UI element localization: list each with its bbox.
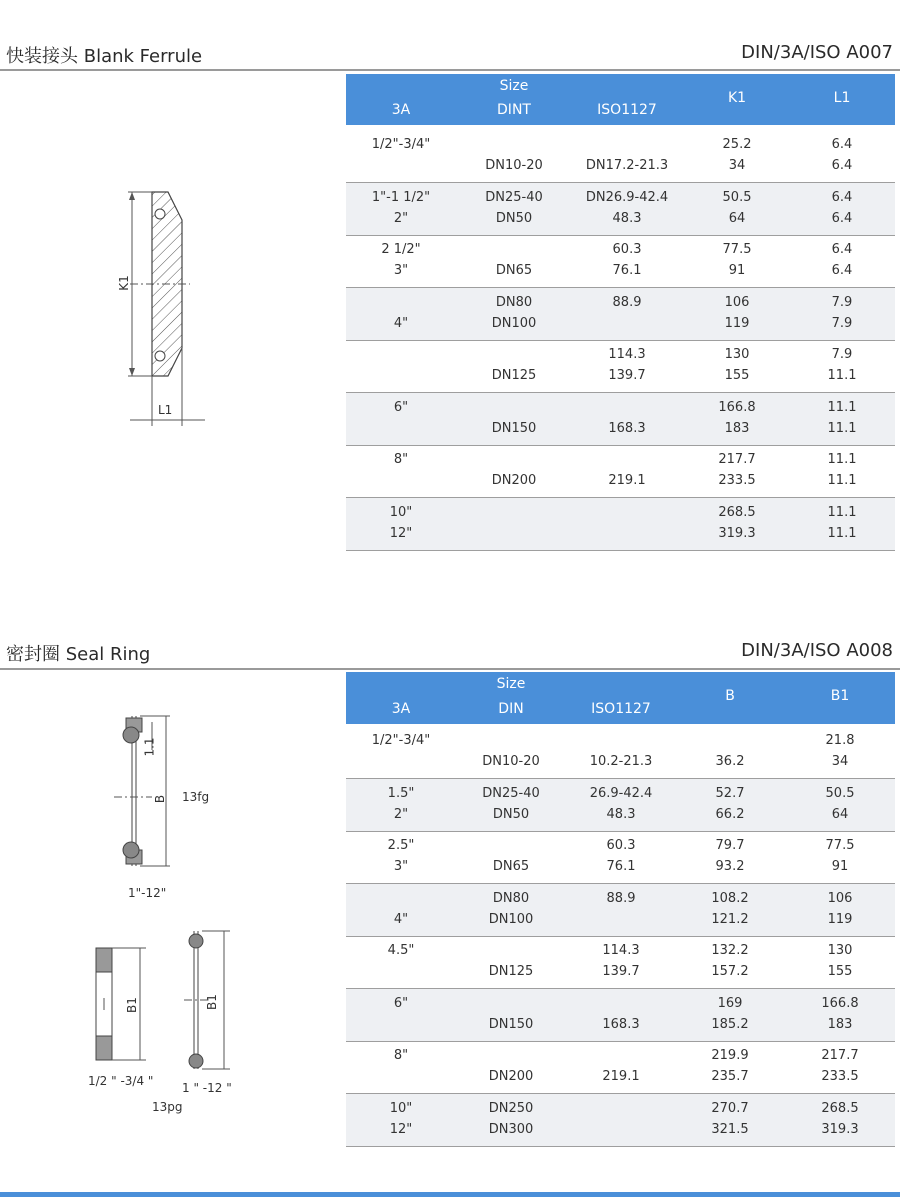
table-cell: 114.3	[608, 347, 646, 362]
table-cell: 157.2	[711, 964, 749, 979]
section-seal-ring	[0, 600, 900, 1197]
table-cell: 64	[831, 806, 849, 822]
seal-ring-13fg-drawing	[100, 710, 210, 900]
table-cell: DN125	[488, 964, 534, 979]
table-cell: DN200	[491, 473, 537, 488]
table-row	[346, 183, 895, 236]
table-cell: 11.1	[827, 525, 857, 541]
table-cell: 76.1	[612, 263, 642, 278]
table-cell: DN25-40	[485, 189, 543, 205]
table-cell: DN300	[488, 1121, 534, 1137]
table-cell: 121.2	[711, 911, 749, 927]
table-cell: 268.5	[718, 504, 756, 520]
dim-13fg-label: 13fg	[182, 790, 210, 804]
table-cell: 217.7	[718, 452, 756, 467]
table-cell: 11.1	[827, 504, 857, 520]
dim-k1-label: K1	[116, 275, 131, 291]
table-cell: 166.8	[821, 995, 859, 1011]
table-row	[346, 445, 895, 498]
table-cell: 10"	[389, 504, 413, 520]
table-cell: 12"	[389, 525, 413, 541]
table-cell: 93.2	[715, 859, 745, 874]
table-cell: 6.4	[831, 263, 853, 278]
table-cell: 219.9	[711, 1048, 749, 1063]
table-cell: 10"	[389, 1100, 413, 1116]
table-cell: DN50	[492, 806, 530, 822]
table-cell: 50.5	[722, 189, 752, 205]
table-cell: 48.3	[612, 210, 642, 226]
dim-b-label: B	[153, 794, 168, 804]
table-cell: 106	[827, 890, 853, 906]
table-cell: DN150	[488, 1016, 534, 1032]
table-cell: 77.5	[825, 838, 855, 853]
table-row	[346, 130, 895, 183]
table-cell: 4"	[393, 315, 409, 331]
table-cell: 2"	[393, 210, 409, 226]
blank-ferrule-drawing	[110, 180, 220, 430]
table-cell: 319.3	[718, 525, 756, 541]
table-cell: 130	[827, 943, 853, 958]
table-cell: 108.2	[711, 890, 749, 906]
table-cell: 1"-1 1/2"	[371, 189, 431, 205]
table-cell: 119	[724, 315, 750, 331]
table-cell: 217.7	[821, 1048, 859, 1063]
table-cell: DN80	[495, 294, 533, 310]
table-cell: 139.7	[602, 964, 640, 979]
table-cell: 6.4	[831, 242, 853, 257]
table-row	[346, 779, 895, 832]
table-header	[346, 74, 895, 125]
header-3a: 3A	[391, 102, 411, 118]
table-cell: 4.5"	[387, 943, 415, 958]
table-cell: 7.9	[831, 294, 853, 310]
header-size: Size	[496, 676, 526, 692]
table-cell: DN250	[488, 1100, 534, 1116]
header-b: B	[725, 688, 735, 704]
table-cell: 114.3	[602, 943, 640, 958]
table-cell: 3"	[393, 263, 409, 278]
table-row	[346, 831, 895, 884]
table-cell: 319.3	[821, 1121, 859, 1137]
table-cell: 11.1	[827, 452, 857, 467]
table-cell: 4"	[393, 911, 409, 927]
section-divider	[0, 668, 900, 670]
table-cell: DN125	[491, 368, 537, 383]
table-cell: DN100	[491, 315, 537, 331]
table-cell: DN150	[491, 420, 537, 436]
dim-1-1-label: 1.1	[142, 737, 157, 757]
range-label: 1"-12"	[128, 886, 167, 900]
section-code: DIN/3A/ISO A007	[741, 42, 893, 63]
table-cell: 48.3	[606, 806, 636, 822]
table-row	[346, 884, 895, 937]
seal-ring-tall-drawing	[180, 925, 240, 1095]
table-cell: 233.5	[821, 1069, 859, 1084]
table-cell: 1/2"-3/4"	[371, 733, 431, 748]
table-cell: 219.1	[608, 473, 646, 488]
table-cell: 3"	[393, 859, 409, 874]
table-row	[346, 340, 895, 393]
table-cell: DN17.2-21.3	[585, 158, 669, 173]
table-cell: 91	[831, 859, 849, 874]
section-title: 密封圈 Seal Ring	[6, 644, 151, 665]
table-cell: 168.3	[602, 1016, 640, 1032]
table-cell: 130	[724, 347, 750, 362]
header-b1: B1	[830, 688, 850, 704]
table-row	[346, 393, 895, 446]
table-cell: 66.2	[715, 806, 745, 822]
dim-b1-label: B1	[124, 997, 139, 1013]
dim-13pg-label: 13pg	[152, 1100, 183, 1114]
table-cell: DN200	[488, 1069, 534, 1084]
table-cell: 91	[728, 263, 746, 278]
table-cell: 139.7	[608, 368, 646, 383]
table-row	[346, 235, 895, 288]
table-cell: 235.7	[711, 1069, 749, 1084]
table-cell: 183	[827, 1016, 853, 1032]
table-cell: 106	[724, 294, 750, 310]
table-cell: 11.1	[827, 368, 857, 383]
table-cell: 132.2	[711, 943, 749, 958]
range-label: 1/2 " -3/4 "	[88, 1074, 154, 1088]
table-cell: 2.5"	[387, 838, 415, 853]
table-row	[346, 1041, 895, 1094]
table-cell: 52.7	[715, 785, 745, 801]
table-cell: 6"	[393, 399, 409, 415]
table-cell: DN26.9-42.4	[585, 189, 669, 205]
table-cell: 10.2-21.3	[589, 754, 653, 769]
section-title: 快装接头 Blank Ferrule	[6, 46, 203, 67]
table-cell: 60.3	[606, 838, 636, 853]
section-code: DIN/3A/ISO A008	[741, 640, 893, 661]
table-cell: 155	[724, 368, 750, 383]
table-cell: DN10-20	[482, 754, 540, 769]
header-size: Size	[499, 78, 529, 94]
table-cell: 166.8	[718, 399, 756, 415]
table-cell: 21.8	[825, 733, 855, 748]
header-3a: 3A	[391, 701, 411, 717]
table-cell: DN25-40	[482, 785, 540, 801]
table-cell: 7.9	[831, 347, 853, 362]
table-cell: 26.9-42.4	[589, 785, 653, 801]
table-cell: 7.9	[831, 315, 853, 331]
table-cell: 88.9	[606, 890, 636, 906]
table-row	[346, 989, 895, 1042]
table-cell: 268.5	[821, 1100, 859, 1116]
header-iso: ISO1127	[597, 102, 657, 118]
table-cell: 321.5	[711, 1121, 749, 1137]
dim-b1-label: B1	[204, 994, 219, 1010]
table-cell: 50.5	[825, 785, 855, 801]
table-cell: 233.5	[718, 473, 756, 488]
table-cell: 36.2	[715, 754, 745, 769]
table-cell: 64	[728, 210, 746, 226]
table-cell: 168.3	[608, 420, 646, 436]
table-cell: 11.1	[827, 399, 857, 415]
table-cell: 6.4	[831, 158, 853, 173]
table-cell: 219.1	[602, 1069, 640, 1084]
table-cell: 12"	[389, 1121, 413, 1137]
table-cell: 88.9	[612, 294, 642, 310]
footer-bar	[0, 1192, 900, 1197]
table-cell: 169	[717, 995, 743, 1011]
table-cell: 2"	[393, 806, 409, 822]
table-header	[346, 672, 895, 724]
table-cell: 60.3	[612, 242, 642, 257]
table-row	[346, 1094, 895, 1147]
table-cell: 6.4	[831, 137, 853, 152]
table-row	[346, 498, 895, 551]
table-row	[346, 726, 895, 779]
header-din: DINT	[497, 102, 531, 118]
header-din: DIN	[498, 701, 524, 717]
table-cell: 1.5"	[387, 785, 415, 801]
table-cell: 1/2"-3/4"	[371, 137, 431, 152]
table-cell: 270.7	[711, 1100, 749, 1116]
table-cell: 34	[728, 158, 746, 173]
table-cell: 11.1	[827, 420, 857, 436]
seal-ring-small-drawing	[88, 940, 183, 1114]
table-cell: 6.4	[831, 189, 853, 205]
table-cell: 34	[831, 754, 849, 769]
table-cell: 155	[827, 964, 853, 979]
table-cell: 2 1/2"	[381, 242, 421, 257]
table-cell: DN10-20	[485, 158, 543, 173]
table-cell: 183	[724, 420, 750, 436]
table-cell: 11.1	[827, 473, 857, 488]
table-cell: 6.4	[831, 210, 853, 226]
header-l1: L1	[833, 90, 851, 106]
header-iso: ISO1127	[591, 701, 651, 717]
table-cell: DN65	[492, 859, 530, 874]
table-cell: 8"	[393, 1048, 409, 1063]
table-cell: DN65	[495, 263, 533, 278]
table-cell: 76.1	[606, 859, 636, 874]
table-row	[346, 936, 895, 989]
table-cell: 8"	[393, 452, 409, 467]
table-cell: DN100	[488, 911, 534, 927]
table-cell: 119	[827, 911, 853, 927]
dim-l1-label: L1	[158, 403, 173, 417]
header-k1: K1	[727, 90, 747, 106]
table-cell: DN80	[492, 890, 530, 906]
range-label: 1 " -12 "	[182, 1081, 232, 1095]
table-cell: 185.2	[711, 1016, 749, 1032]
table-cell: 79.7	[715, 838, 745, 853]
table-cell: 6"	[393, 995, 409, 1011]
table-cell: 77.5	[722, 242, 752, 257]
section-divider	[0, 69, 900, 71]
table-cell: 25.2	[722, 137, 752, 152]
table-cell: DN50	[495, 210, 533, 226]
table-row	[346, 288, 895, 341]
